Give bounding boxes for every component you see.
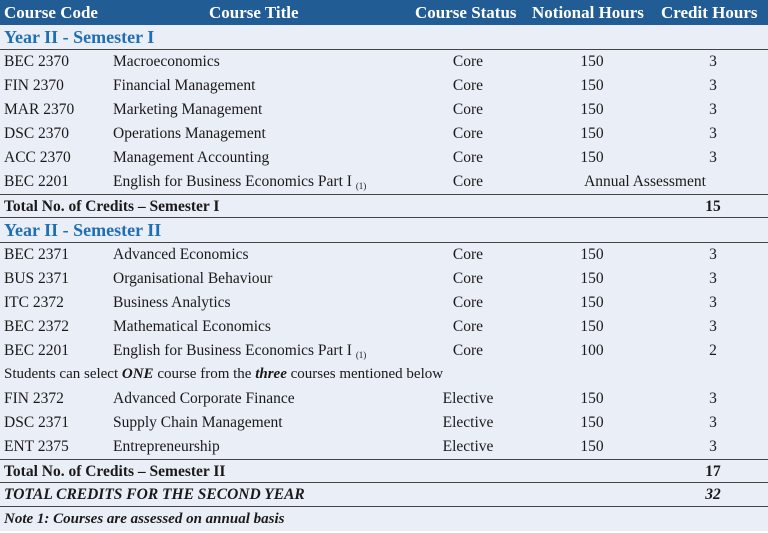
course-title: Supply Chain Management xyxy=(113,414,283,431)
credit-hours: 3 xyxy=(709,125,717,142)
notional-hours: 150 xyxy=(580,390,604,407)
course-title: Mathematical Economics xyxy=(113,318,271,335)
course-title: Financial Management xyxy=(113,77,256,94)
table-row xyxy=(0,170,768,194)
table-row xyxy=(0,339,768,363)
course-status: Core xyxy=(452,77,484,94)
table-header xyxy=(0,0,768,25)
course-title: Macroeconomics xyxy=(113,53,220,70)
credit-hours: 3 xyxy=(709,53,717,70)
course-status: Elective xyxy=(442,438,494,455)
table-row xyxy=(0,122,768,146)
credit-hours: 2 xyxy=(709,342,717,359)
header-course-code: Course Code xyxy=(4,3,98,22)
annual-assessment-label: Annual Assessment xyxy=(584,173,706,190)
table-row xyxy=(0,98,768,122)
header-notional-hours: Notional Hours xyxy=(532,3,644,22)
course-code: DSC 2371 xyxy=(4,414,70,431)
notional-hours: 150 xyxy=(580,149,604,166)
course-status: Core xyxy=(452,53,484,70)
credit-hours: 3 xyxy=(709,318,717,335)
header-credit-hours: Credit Hours xyxy=(661,3,758,22)
table-row xyxy=(0,74,768,98)
semester-total-row xyxy=(0,194,768,218)
course-code: BEC 2201 xyxy=(4,173,70,190)
elective-instruction-text xyxy=(4,366,443,383)
course-title xyxy=(113,173,366,191)
notional-hours: 100 xyxy=(580,342,604,359)
semester-total-label: Total No. of Credits – Semester I xyxy=(4,198,220,215)
semester-total-value: 17 xyxy=(705,463,721,480)
grand-total-row xyxy=(0,483,768,507)
instruction-part: course from the xyxy=(153,366,256,382)
course-status: Core xyxy=(452,318,484,335)
footnote-text: Note 1: Courses are assessed on annual basis xyxy=(4,511,285,527)
credit-hours: 3 xyxy=(709,390,717,407)
course-code: MAR 2370 xyxy=(4,101,75,118)
footnote-row xyxy=(0,507,768,533)
course-title: Business Analytics xyxy=(113,294,231,311)
instruction-part: Students can select xyxy=(4,366,122,382)
semester-total-row xyxy=(0,459,768,483)
course-code: BUS 2371 xyxy=(4,270,70,287)
semester-total-label: Total No. of Credits – Semester II xyxy=(4,463,226,480)
notional-hours: 150 xyxy=(580,270,604,287)
course-code: ENT 2375 xyxy=(4,438,69,455)
semester-title: Year II - Semester II xyxy=(4,220,162,240)
elective-instruction xyxy=(0,363,768,387)
course-title: Advanced Economics xyxy=(113,246,249,263)
course-status: Elective xyxy=(442,390,494,407)
notional-hours: 150 xyxy=(580,246,604,263)
grand-total-value: 32 xyxy=(705,486,721,503)
notional-hours: 150 xyxy=(580,101,604,118)
notional-hours: 150 xyxy=(580,125,604,142)
course-title: Marketing Management xyxy=(113,101,263,118)
semester-title: Year II - Semester I xyxy=(4,27,155,47)
instruction-emphasis: ONE xyxy=(121,366,154,382)
course-status: Core xyxy=(452,173,484,190)
instruction-part: courses mentioned below xyxy=(286,366,444,382)
table-row xyxy=(0,146,768,170)
credit-hours: 3 xyxy=(709,101,717,118)
table-row xyxy=(0,50,768,74)
instruction-emphasis: three xyxy=(255,366,287,382)
course-title-text: English for Business Economics Part I xyxy=(113,173,352,190)
course-status: Elective xyxy=(442,414,494,431)
course-code: ITC 2372 xyxy=(4,294,64,311)
course-status: Core xyxy=(452,125,484,142)
course-code: BEC 2370 xyxy=(4,53,70,70)
credit-hours: 3 xyxy=(709,149,717,166)
table-row xyxy=(0,435,768,459)
course-title-text: English for Business Economics Part I xyxy=(113,342,352,359)
course-code: BEC 2201 xyxy=(4,342,70,359)
header-course-title: Course Title xyxy=(209,3,299,22)
credit-hours: 3 xyxy=(709,246,717,263)
table-row xyxy=(0,315,768,339)
course-code: BEC 2371 xyxy=(4,246,70,263)
table-row xyxy=(0,291,768,315)
course-status: Core xyxy=(452,101,484,118)
table-row xyxy=(0,267,768,291)
course-code: FIN 2372 xyxy=(4,390,64,407)
course-status: Core xyxy=(452,149,484,166)
credit-hours: 3 xyxy=(709,270,717,287)
semester-heading xyxy=(0,218,768,243)
course-code: FIN 2370 xyxy=(4,77,64,94)
credit-hours: 3 xyxy=(709,414,717,431)
course-title: Management Accounting xyxy=(113,149,270,166)
semester-heading xyxy=(0,25,768,50)
table-row xyxy=(0,387,768,411)
credit-hours: 3 xyxy=(709,77,717,94)
course-status: Core xyxy=(452,270,484,287)
notional-hours: 150 xyxy=(580,53,604,70)
course-title: Entrepreneurship xyxy=(113,438,220,455)
course-title: Organisational Behaviour xyxy=(113,270,273,287)
course-title: Advanced Corporate Finance xyxy=(113,390,295,407)
notional-hours: 150 xyxy=(580,294,604,311)
semester-total-value: 15 xyxy=(705,198,721,215)
notional-hours: 150 xyxy=(580,77,604,94)
notional-hours: 150 xyxy=(580,414,604,431)
course-status: Core xyxy=(452,342,484,359)
course-status: Core xyxy=(452,246,484,263)
course-title: Operations Management xyxy=(113,125,266,142)
credit-hours: 3 xyxy=(709,294,717,311)
credit-hours: 3 xyxy=(709,438,717,455)
header-course-status: Course Status xyxy=(415,3,517,22)
table-row xyxy=(0,411,768,435)
footnote-marker: (1) xyxy=(355,350,367,360)
table-row xyxy=(0,243,768,267)
grand-total-label: TOTAL CREDITS FOR THE SECOND YEAR xyxy=(4,486,305,503)
notional-hours: 150 xyxy=(580,438,604,455)
course-title xyxy=(113,342,366,360)
course-code: BEC 2372 xyxy=(4,318,70,335)
course-code: ACC 2370 xyxy=(4,149,71,166)
course-status: Core xyxy=(452,294,484,311)
notional-hours: 150 xyxy=(580,318,604,335)
course-code: DSC 2370 xyxy=(4,125,70,142)
footnote-marker: (1) xyxy=(355,181,367,191)
